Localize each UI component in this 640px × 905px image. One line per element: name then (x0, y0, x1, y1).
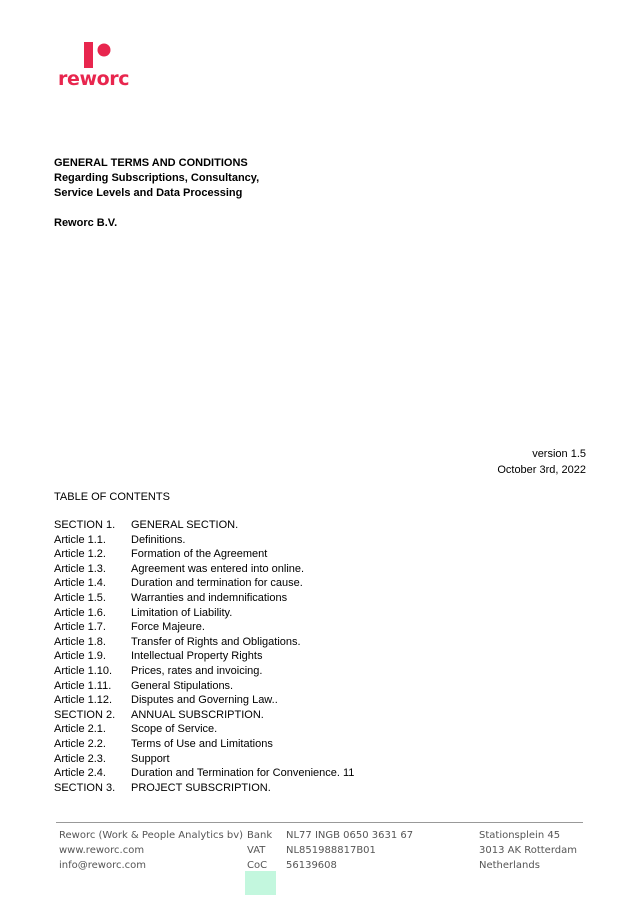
reworc-logo (58, 40, 138, 92)
toc-entry-number: Article 1.7. (54, 621, 106, 634)
toc-entry[interactable] (54, 781, 354, 796)
footer-address-city: 3013 AK Rotterdam (479, 845, 577, 856)
toc-entry-title: Formation of the Agreement (131, 548, 268, 561)
toc-entry-number: Article 1.11. (54, 679, 112, 692)
toc-entry[interactable] (54, 693, 354, 708)
footer-divider (56, 822, 583, 823)
toc-entry-number: Article 2.1. (54, 723, 106, 736)
footer-vat-value: NL851988817B01 (286, 845, 376, 856)
company-name: Reworc B.V. (54, 217, 118, 229)
toc-entry-title: Agreement was entered into online. (131, 562, 305, 575)
footer-website-link[interactable]: www.reworc.com (59, 845, 145, 856)
toc-entry[interactable] (54, 562, 354, 577)
toc-entry-title: Warranties and indemnifications (131, 591, 288, 604)
toc-entry-title: Prices, rates and invoicing. (131, 664, 263, 677)
version-label: version 1.5 (532, 448, 586, 460)
footer-value-column (286, 828, 413, 873)
footer-address-country: Netherlands (479, 860, 540, 871)
toc-entry[interactable] (54, 708, 354, 723)
toc-entry-number: SECTION 3. (54, 781, 116, 794)
toc-entry-title: Force Majeure. (131, 621, 205, 634)
toc-entry-title: Terms of Use and Limitations (131, 737, 273, 750)
version-date: October 3rd, 2022 (497, 463, 586, 476)
footer-email-link[interactable]: info@reworc.com (59, 860, 147, 871)
footer-address-column (479, 828, 577, 873)
footer-bank-value: NL77 INGB 0650 3631 67 (286, 830, 414, 841)
toc-entry-title: Limitation of Liability. (131, 606, 233, 619)
toc-entry[interactable] (54, 518, 354, 533)
toc-entry-number: Article 1.6. (54, 606, 106, 619)
toc-entry-title: Transfer of Rights and Obligations. (131, 635, 301, 648)
footer-label-bank: Bank (247, 830, 273, 841)
toc-entry[interactable] (54, 752, 354, 767)
toc-entry[interactable] (54, 547, 354, 562)
toc-entry-title: Disputes and Governing Law.. (131, 694, 278, 707)
toc-entry[interactable] (54, 620, 354, 635)
toc-entry-number: Article 1.1. (54, 533, 106, 546)
toc-entry[interactable] (54, 591, 354, 606)
footer-address-street: Stationsplein 45 (479, 830, 561, 841)
toc-entry-title: Duration and termination for cause. (131, 577, 303, 590)
toc-entry-number: Article 2.3. (54, 752, 106, 765)
toc-entry[interactable] (54, 606, 354, 621)
toc-entry-number: Article 1.12. (54, 694, 113, 707)
logo-wordmark: reworc (58, 68, 130, 90)
toc-entry-number: Article 1.4. (54, 577, 106, 590)
toc-entry[interactable] (54, 576, 354, 591)
reworc-logo-mark (84, 42, 114, 68)
footer-label-vat: VAT (247, 845, 266, 856)
toc-entry[interactable] (54, 679, 354, 694)
footer-company-column (59, 828, 243, 873)
toc-entry-title: Duration and Termination for Convenience. 11 (131, 767, 355, 780)
toc-entry-number: Article 1.3. (54, 562, 106, 575)
toc-entry-number: Article 1.2. (54, 548, 106, 561)
toc-entry-number: Article 1.8. (54, 635, 106, 648)
title-line: Regarding Subscriptions, Consultancy, (54, 172, 260, 184)
footer-label-coc: CoC (247, 860, 268, 871)
toc-entry-number: Article 2.4. (54, 767, 106, 780)
title-line: GENERAL TERMS AND CONDITIONS (54, 157, 248, 169)
toc-entry[interactable] (54, 664, 354, 679)
logo-mark-dot (98, 44, 111, 57)
toc-entry-number: Article 1.10. (54, 664, 113, 677)
toc-entry[interactable] (54, 533, 354, 548)
toc-entry[interactable] (54, 649, 354, 664)
toc-entry-title: PROJECT SUBSCRIPTION. (131, 781, 271, 794)
toc-entry-title: Definitions. (131, 533, 186, 546)
toc-entry-title: Support (131, 752, 170, 765)
document-title (54, 156, 259, 201)
footer-coc-value: 56139608 (286, 860, 337, 871)
logo-mark-stem (84, 42, 93, 68)
footer-company-name: Reworc (Work & People Analytics bv) (59, 830, 244, 841)
title-line: Service Levels and Data Processing (54, 187, 243, 199)
toc-entry[interactable] (54, 722, 354, 737)
table-of-contents (54, 518, 354, 795)
toc-entry-title: Intellectual Property Rights (131, 650, 263, 663)
footer-label-column (247, 828, 272, 873)
toc-entry[interactable] (54, 737, 354, 752)
toc-entry-number: SECTION 2. (54, 708, 116, 721)
toc-entry[interactable] (54, 766, 354, 781)
toc-entry-title: General Stipulations. (131, 679, 234, 692)
version-block (497, 447, 586, 478)
toc-entry-number: Article 1.9. (54, 650, 106, 663)
toc-entry-title: ANNUAL SUBSCRIPTION. (131, 708, 264, 721)
toc-entry-title: Scope of Service. (131, 723, 218, 736)
toc-entry-title: GENERAL SECTION. (131, 519, 239, 531)
toc-entry-number: Article 2.2. (54, 737, 106, 750)
toc-title: TABLE OF CONTENTS (54, 491, 170, 503)
toc-entry-number: SECTION 1. (54, 519, 116, 531)
toc-entry-number: Article 1.5. (54, 591, 106, 604)
footer-mint-block (245, 871, 276, 895)
toc-entry[interactable] (54, 635, 354, 650)
